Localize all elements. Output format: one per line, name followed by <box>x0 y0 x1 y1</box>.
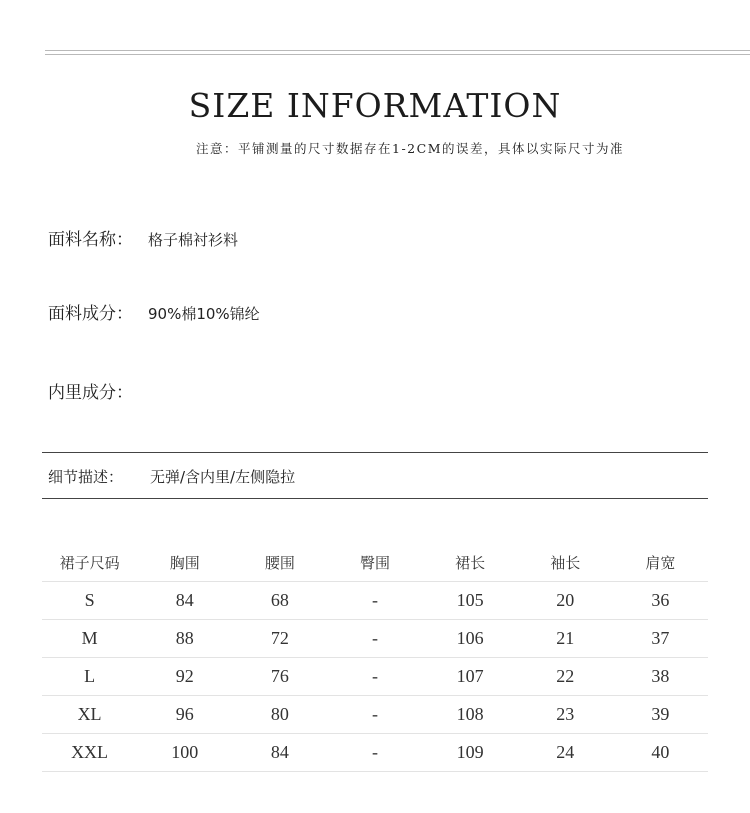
table-row <box>42 696 708 734</box>
top-divider <box>45 50 750 51</box>
fabric-composition-label: 面料成分： <box>48 304 133 324</box>
fabric-name-value: 格子棉衬衫料 <box>148 231 239 249</box>
sleeve-length-cell: 23 <box>518 696 613 734</box>
detail-label: 细节描述： <box>48 468 124 486</box>
lining-row <box>48 378 148 403</box>
lining-label: 内里成分： <box>48 383 133 403</box>
column-header-hip: 臀围 <box>327 543 422 582</box>
bust-cell: 84 <box>137 582 232 620</box>
sleeve-length-cell: 21 <box>518 620 613 658</box>
skirt-length-cell: 105 <box>423 582 518 620</box>
hip-cell: - <box>327 620 422 658</box>
bust-cell: 96 <box>137 696 232 734</box>
size-cell: XXL <box>42 734 137 772</box>
size-cell: L <box>42 658 137 696</box>
skirt-length-cell: 108 <box>423 696 518 734</box>
size-cell: XL <box>42 696 137 734</box>
waist-cell: 72 <box>232 620 327 658</box>
hip-cell: - <box>327 696 422 734</box>
shoulder-width-cell: 38 <box>613 658 708 696</box>
waist-cell: 80 <box>232 696 327 734</box>
size-cell: M <box>42 620 137 658</box>
table-row <box>42 620 708 658</box>
size-table-header-row <box>42 543 708 582</box>
column-header-shoulder-width: 肩宽 <box>613 543 708 582</box>
waist-cell: 68 <box>232 582 327 620</box>
top-divider <box>45 54 750 55</box>
bust-cell: 92 <box>137 658 232 696</box>
bust-cell: 100 <box>137 734 232 772</box>
shoulder-width-cell: 37 <box>613 620 708 658</box>
hip-cell: - <box>327 658 422 696</box>
fabric-name-label: 面料名称： <box>48 230 133 250</box>
size-cell: S <box>42 582 137 620</box>
detail-value: 无弹/含内里/左侧隐拉 <box>150 468 296 486</box>
sleeve-length-cell: 20 <box>518 582 613 620</box>
shoulder-width-cell: 36 <box>613 582 708 620</box>
table-row <box>42 734 708 772</box>
sleeve-length-cell: 22 <box>518 658 613 696</box>
fabric-name-row <box>48 225 238 250</box>
fabric-composition-value: 90%棉10%锦纶 <box>148 305 260 323</box>
detail-row <box>48 466 295 487</box>
detail-bottom-divider <box>42 498 708 499</box>
detail-top-divider <box>42 452 708 453</box>
table-row <box>42 582 708 620</box>
column-header-bust: 胸围 <box>137 543 232 582</box>
skirt-length-cell: 107 <box>423 658 518 696</box>
column-header-skirt-length: 裙长 <box>423 543 518 582</box>
skirt-length-cell: 106 <box>423 620 518 658</box>
column-header-waist: 腰围 <box>232 543 327 582</box>
measurement-note: 注意：平铺测量的尺寸数据存在1-2CM的误差，具体以实际尺寸为准 <box>196 141 624 156</box>
shoulder-width-cell: 40 <box>613 734 708 772</box>
hip-cell: - <box>327 582 422 620</box>
waist-cell: 84 <box>232 734 327 772</box>
bust-cell: 88 <box>137 620 232 658</box>
fabric-composition-row <box>48 299 260 324</box>
shoulder-width-cell: 39 <box>613 696 708 734</box>
size-table <box>42 543 708 772</box>
skirt-length-cell: 109 <box>423 734 518 772</box>
waist-cell: 76 <box>232 658 327 696</box>
hip-cell: - <box>327 734 422 772</box>
sleeve-length-cell: 24 <box>518 734 613 772</box>
page-title: SIZE INFORMATION <box>188 86 562 125</box>
column-header-size: 裙子尺码 <box>42 543 137 582</box>
table-row <box>42 658 708 696</box>
column-header-sleeve-length: 袖长 <box>518 543 613 582</box>
